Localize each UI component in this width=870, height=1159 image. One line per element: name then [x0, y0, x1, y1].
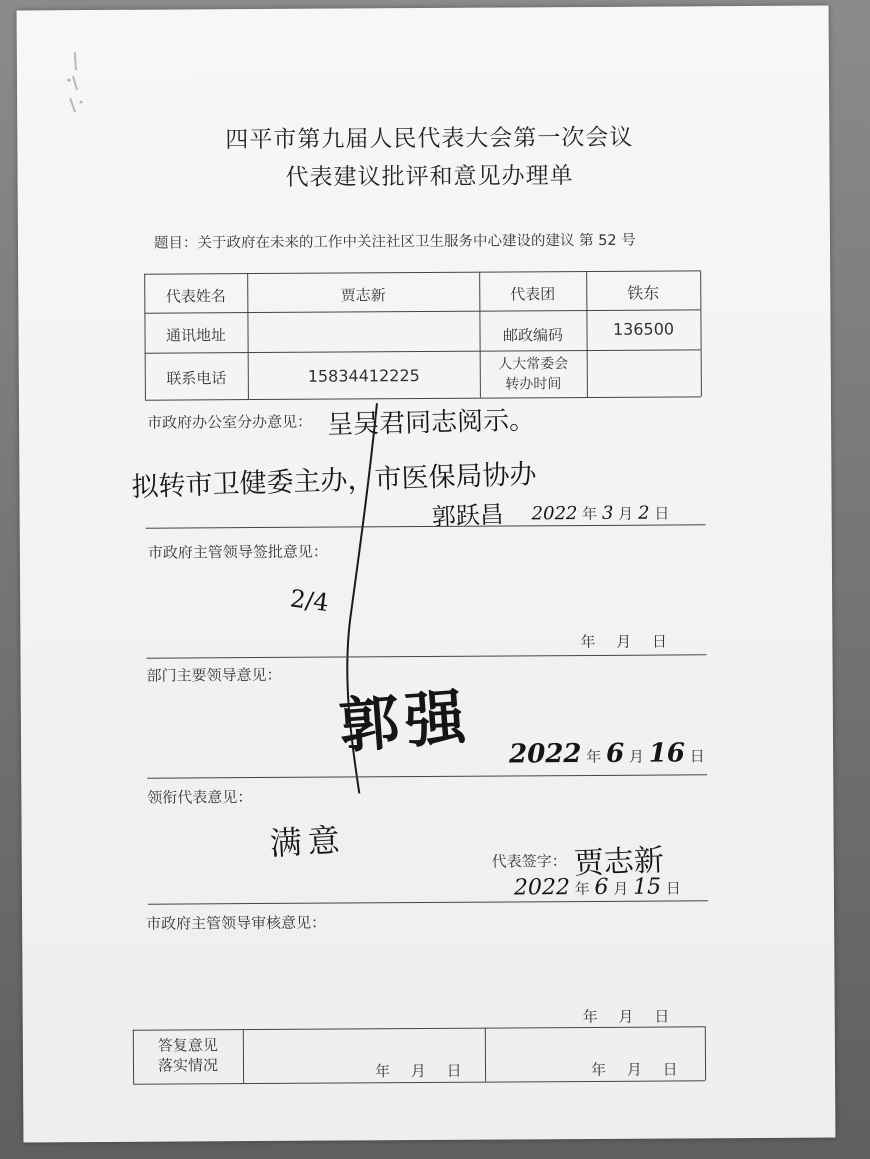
office-opinion-label: 市政府办公室分办意见：	[147, 412, 313, 432]
dept-opinion-date: 2022 年 6 月 16 日	[509, 738, 705, 770]
lead-rep-opinion-handwriting: 满意	[268, 820, 347, 863]
dept-opinion-label: 部门主要领导意见：	[146, 665, 282, 685]
document-subtitle: 代表建议批评和意见办理单	[285, 163, 574, 191]
document-title: 四平市第九届人民代表大会第一次会议	[225, 124, 634, 154]
review-label: 市政府主管领导审核意见：	[146, 913, 327, 933]
reply-date-2: 年 月 日	[590, 1060, 678, 1080]
lead-rep-date: 2022 年 6 月 15 日	[513, 874, 681, 901]
leader-approval-handwriting: 2/4	[288, 584, 331, 618]
office-opinion-handwriting-2: 拟转市卫健委主办，市医保局协办	[131, 459, 537, 504]
address-value	[247, 323, 479, 324]
delegation-value: 铁东	[627, 283, 660, 303]
rep-signature-label: 代表签字：	[491, 852, 567, 871]
dept-opinion-signature: 郭强	[336, 682, 474, 763]
leader-approval-label: 市政府主管领导签批意见：	[147, 542, 328, 562]
delegation-label: 代表团	[510, 285, 556, 304]
name-value: 贾志新	[340, 286, 386, 305]
transfer-time-label-line1: 人大常委会	[498, 356, 569, 373]
leader-approval-date: 年 月 日	[580, 632, 668, 652]
address-label: 通讯地址	[165, 326, 227, 345]
reply-date-1: 年 月 日	[374, 1061, 462, 1081]
paper-mark	[55, 50, 95, 120]
document-topic: 题目：关于政府在未来的工作中关注社区卫生服务中心建设的建议 第 52 号	[153, 232, 636, 252]
transfer-time-label-line2: 转办时间	[505, 376, 562, 393]
transfer-time-value	[587, 364, 701, 365]
reply-label-line2: 落实情况	[157, 1056, 219, 1075]
postcode-label: 邮政编码	[502, 326, 564, 345]
office-opinion-handwriting-1: 呈吴君同志阅示。	[326, 405, 536, 441]
document-sheet	[17, 6, 836, 1143]
rep-signature: 贾志新	[573, 842, 665, 882]
lead-rep-opinion-label: 领衔代表意见：	[147, 788, 253, 807]
postcode-value: 136500	[612, 319, 675, 339]
office-opinion-date: 2022 年 3 月 2 日	[531, 502, 670, 525]
office-opinion-signature: 郭跃昌	[431, 500, 505, 532]
name-label: 代表姓名	[165, 287, 226, 306]
reply-label-line1: 答复意见	[157, 1036, 218, 1055]
review-date: 年 月 日	[582, 1007, 670, 1027]
phone-value: 15834412225	[307, 366, 420, 386]
phone-label: 联系电话	[166, 369, 227, 388]
